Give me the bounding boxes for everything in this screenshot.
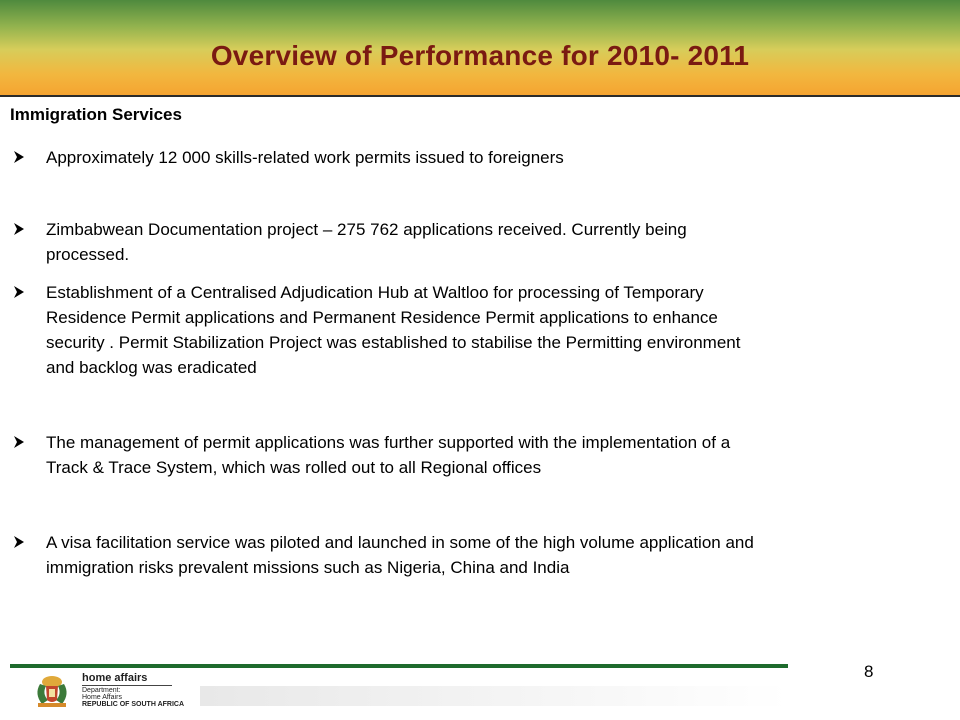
page-number: 8: [864, 662, 874, 681]
bullet-line: security . Permit Stabilization Project was established to stabilise the Permitting environment: [46, 333, 741, 352]
arrow-bullet-icon: [12, 285, 26, 299]
bullet-line: Establishment of a Centralised Adjudication Hub at Waltloo for processing of Temporary: [46, 283, 704, 302]
slide-content: [10, 105, 950, 577]
coat-of-arms-icon: [30, 674, 74, 708]
home-affairs-logo: [30, 672, 200, 712]
bullet-line: Residence Permit applications and Permanent Residence Permit applications to enhance: [46, 308, 718, 327]
bullet-line: A visa facilitation service was piloted and launched in some of the high volume application and: [46, 533, 754, 552]
logo-line: Home Affairs: [82, 694, 122, 701]
bullet-item: [10, 145, 564, 170]
bullet-line: The management of permit applications was further supported with the implementation of a: [46, 433, 731, 452]
bullet-line: and backlog was eradicated: [46, 358, 257, 377]
arrow-bullet-icon: [12, 535, 26, 549]
bullet-item: [10, 217, 687, 267]
slide-title: Overview of Performance for 2010- 2011: [210, 40, 750, 71]
bullet-line: Approximately 12 000 skills-related work permits issued to foreigners: [46, 148, 564, 167]
bullet-item: [10, 280, 740, 380]
section-heading: Immigration Services: [10, 105, 182, 124]
logo-line: REPUBLIC OF SOUTH AFRICA: [82, 701, 185, 708]
arrow-bullet-icon: [12, 222, 26, 236]
bullet-line: immigration risks prevalent missions such as Nigeria, China and India: [46, 558, 570, 577]
arrow-bullet-icon: [12, 150, 26, 164]
logo-rule: [82, 685, 172, 686]
logo-line: Department:: [82, 687, 121, 694]
bullet-line: Track & Trace System, which was rolled out to all Regional offices: [46, 458, 542, 477]
bullet-item: [10, 430, 730, 480]
bullet-line: processed.: [46, 245, 130, 264]
logo-wordmark: home affairs: [82, 672, 148, 684]
bullet-line: Zimbabwean Documentation project – 275 762 applications received. Currently being: [46, 220, 687, 239]
arrow-bullet-icon: [12, 435, 26, 449]
footer-band: [200, 686, 788, 706]
footer-divider: [10, 664, 788, 668]
bullet-item: [10, 530, 754, 580]
